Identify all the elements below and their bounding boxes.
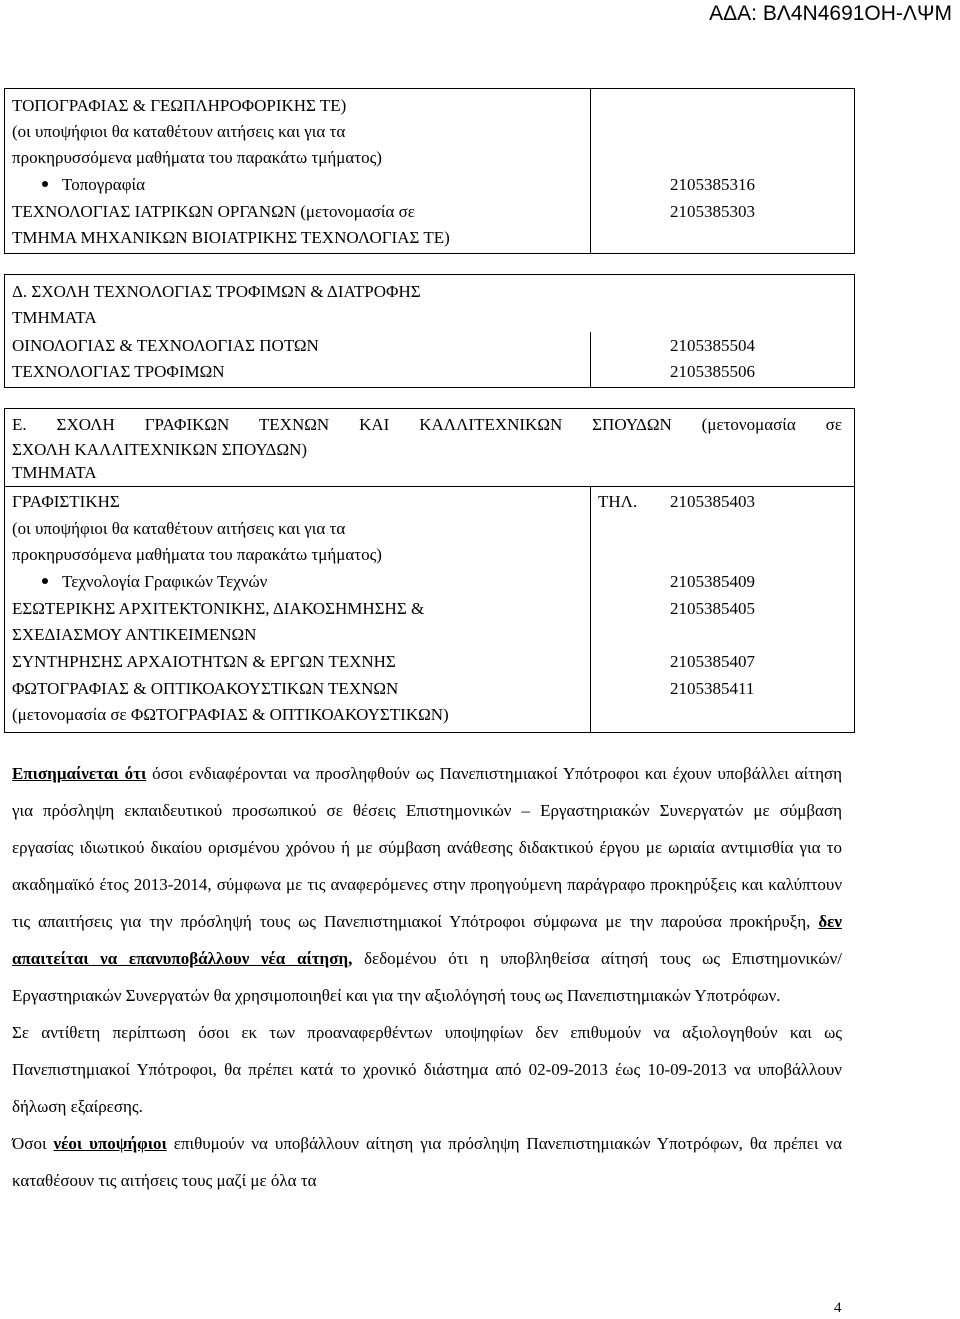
table1-line-3: προκηρυσσόμενα μαθήματα του παρακάτω τμήματος) [12,148,382,167]
table1-item2-line-1: ΤΕΧΝΟΛΟΓΙΑΣ ΙΑΤΡΙΚΩΝ ΟΡΓΑΝΩΝ (μετονομασία σε [12,202,415,221]
table1-item2-phone: 2105385303 [670,202,755,221]
table3-graphic-phone: 2105385403 [670,492,755,511]
table3-photo-line-1: ΦΩΤΟΓΡΑΦΙΑΣ & ΟΠΤΙΚΟΑΚΟΥΣΤΙΚΩΝ ΤΕΧΝΩΝ [12,679,399,698]
table1-bullet-phone: 2105385316 [670,175,755,194]
table3-departments-label: ΤΜΗΜΑΤΑ [12,463,97,482]
table1-bullet-row [42,174,145,196]
table3-bullet-row [42,571,267,593]
paragraph-3-text-a: Όσοι [12,1134,54,1153]
paragraph-1 [12,755,842,1014]
table2-school: Δ. ΣΧΟΛΗ ΤΕΧΝΟΛΟΓΙΑΣ ΤΡΟΦΙΜΩΝ & ΔΙΑΤΡΟΦΗΣ [12,282,421,301]
paragraph-1-text-a: όσοι ενδιαφέρονται να προσληφθούν ως Πανεπιστημιακοί Υπότροφοι και έχουν υποβάλλει αίτηση για πρόσληψη εκπαιδευτικού προσωπικού σε θέσεις Επιστημονικών – Εργαστηριακών Συνεργατών με σύμβαση εργασίας ιδιωτικού δικαίου ορισμένου χρόνου ή με σύμβαση ανάθεσης διδακτικού έργου με ωριαία αντιμισθία για το ακαδημαϊκό έτος 2013-2014, σύμφωνα με τις αναφερόμενες στην προηγούμενη παράγραφο προκηρύξεις και καλύπτουν τις απαιτήσεις για την πρόσληψή τους ως Πανεπιστημιακοί Υπότροφοι σύμφωνα με την παρούσα προκήρυξη, [12,764,843,931]
table3-note-line-2: προκηρυσσόμενα μαθήματα του παρακάτω τμήματος) [12,545,382,564]
paragraph-3 [12,1125,842,1199]
table1-line-2: (οι υποψήφιοι θα καταθέτουν αιτήσεις και για τα [12,122,346,141]
table3-school-line-2: ΣΧΟΛΗ ΚΑΛΛΙΤΕΧΝΙΚΩΝ ΣΠΟΥΔΩΝ) [12,440,308,459]
table3-conservation-name: ΣΥΝΤΗΡΗΣΗΣ ΑΡΧΑΙΟΤΗΤΩΝ & ΕΡΓΩΝ ΤΕΧΝΗΣ [12,652,396,671]
paragraph-3-text-b: επιθυμούν να υποβάλλουν αίτηση για πρόσληψη Πανεπιστημιακών Υποτρόφων, θα πρέπει να καταθέσουν τις αιτήσεις τους μαζί με όλα τα [12,1134,843,1190]
table2-row-name: ΟΙΝΟΛΟΓΙΑΣ & ΤΕΧΝΟΛΟΓΙΑΣ ΠΟΤΩΝ [12,336,319,355]
table3-photo-line-2: (μετονομασία σε ΦΩΤΟΓΡΑΦΙΑΣ & ΟΠΤΙΚΟΑΚΟΥΣΤΙΚΩΝ) [12,705,449,724]
emphasis-notice: Επισημαίνεται ότι [12,764,147,783]
table3-tel-label: ΤΗΛ. [598,492,638,511]
paragraph-1-text-b: δεδομένου ότι η υποβληθείσα αίτησή τους ως Επιστημονικών/Εργαστηριακών Συνεργατών θα χρησιμοποιηθεί και για την αξιολόγησή τους ως Πανεπιστημιακών Υποτρόφων. [12,949,842,1005]
bullet-icon [42,578,48,584]
emphasis-no-resubmit: δεν απαιτείται να επανυποβάλλουν νέα αίτηση, [12,912,842,968]
table3-interior-phone: 2105385405 [670,599,755,618]
emphasis-new-candidates: νέοι υποψήφιοι [53,1134,167,1153]
table3-bullet-item: Τεχνολογία Γραφικών Τεχνών [62,572,268,591]
table1-line-1: ΤΟΠΟΓΡΑΦΙΑΣ & ΓΕΩΠΛΗΡΟΦΟΡΙΚΗΣ ΤΕ) [12,96,347,115]
table3-photo-phone: 2105385411 [670,679,755,698]
page-number: 4 [834,1300,842,1316]
table3-note-line-1: (οι υποψήφιοι θα καταθέτουν αιτήσεις και για τα [12,519,346,538]
table3-interior-line-1: ΕΣΩΤΕΡΙΚΗΣ ΑΡΧΙΤΕΚΤΟΝΙΚΗΣ, ΔΙΑΚΟΣΗΜΗΣΗΣ & [12,599,425,618]
table3-bullet-phone: 2105385409 [670,572,755,591]
table2-row-phone: 2105385504 [670,336,755,355]
table1-item2-line-2: ΤΜΗΜΑ ΜΗΧΑΝΙΚΩΝ ΒΙΟΙΑΤΡΙΚΗΣ ΤΕΧΝΟΛΟΓΙΑΣ ΤΕ) [12,228,450,247]
paragraph-2: Σε αντίθετη περίπτωση όσοι εκ των προαναφερθέντων υποψηφίων δεν επιθυμούν να αξιολογηθούν και ως Πανεπιστημιακοί Υπότροφοι, θα πρέπει κατά το χρονικό διάστημα από 02-09-2013 έως 10-09-2013 να υποβάλλουν δήλωση εξαίρεσης. [12,1023,842,1116]
table3-conservation-phone: 2105385407 [670,652,755,671]
table2-row-name: ΤΕΧΝΟΛΟΓΙΑΣ ΤΡΟΦΙΜΩΝ [12,362,225,381]
table3-interior-line-2: ΣΧΕΔΙΑΣΜΟΥ ΑΝΤΙΚΕΙΜΕΝΩΝ [12,625,257,644]
body-text [12,755,842,1199]
table1-bullet-item: Τοπογραφία [62,175,145,194]
table2-departments-label: ΤΜΗΜΑΤΑ [12,308,97,327]
ada-code: ΑΔΑ: ΒΛ4Ν4691ΟΗ-ΛΨΜ [709,2,952,25]
table3-graphic-name: ΓΡΑΦΙΣΤΙΚΗΣ [12,492,120,511]
table3-school-line-1: Ε. ΣΧΟΛΗ ΓΡΑΦΙΚΩΝ ΤΕΧΝΩΝ ΚΑΙ ΚΑΛΛΙΤΕΧΝΙΚΩΝ ΣΠΟΥΔΩΝ (μετονομασία σε [12,415,842,434]
bullet-icon [42,181,48,187]
table2-row-phone: 2105385506 [670,362,755,381]
